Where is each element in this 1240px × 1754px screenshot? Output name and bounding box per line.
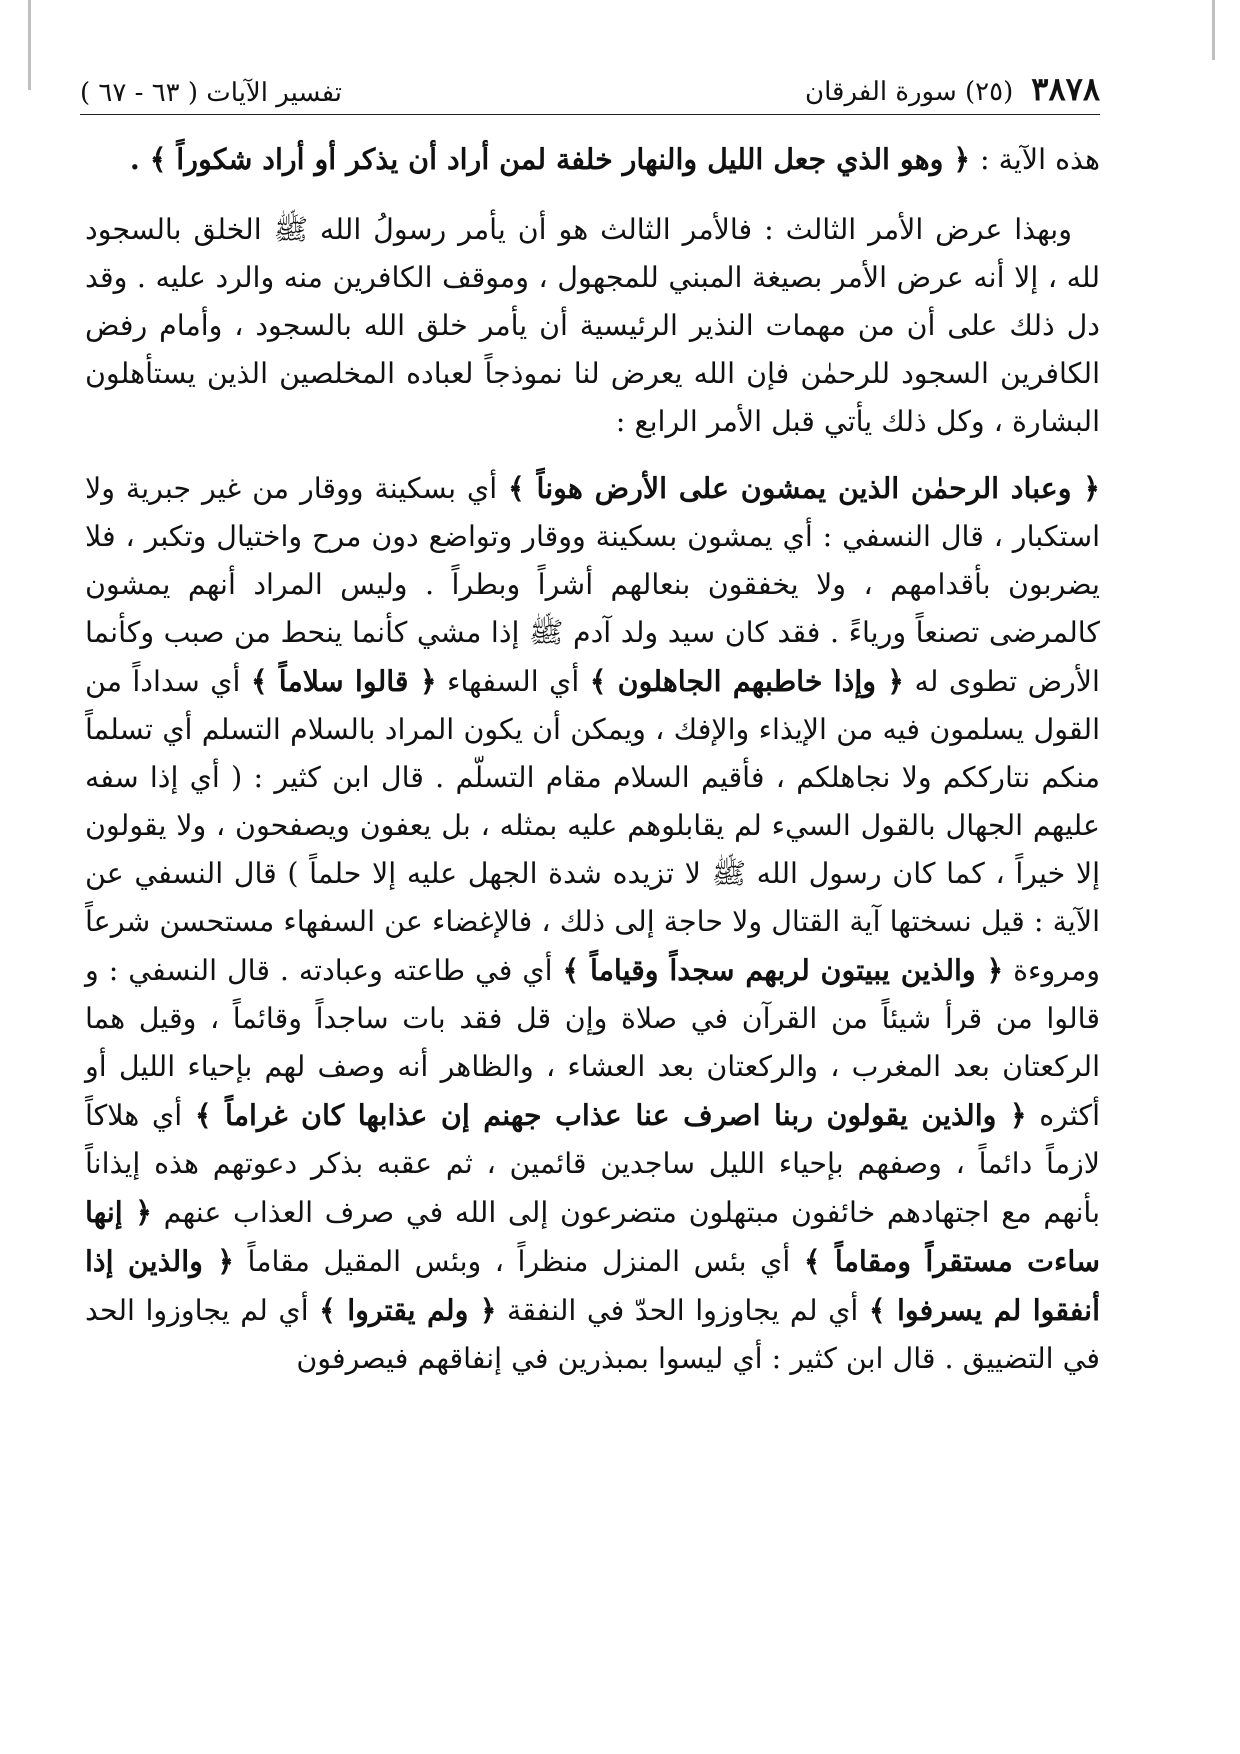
scan-edge-mark-left [28, 0, 31, 90]
verse-quote: ﴿ وهو الذي جعل الليل والنهار خلفة لمن أراد أن يذكر أو أراد شكوراً ﴾ . [129, 142, 971, 176]
verse-quote: ﴿ إنها ساءت مستقراً ومقاماً ﴾ [85, 1195, 1100, 1278]
verse-quote: ﴿ والذين إذا أنفقوا لم يسرفوا ﴾ [85, 1244, 1101, 1327]
verse-quote: ﴿ والذين يقولون ربنا اصرف عنا عذاب جهنم إن عذابها كان غراماً ﴾ [194, 1098, 1027, 1132]
page-number: ٣٨٧٨ [1031, 70, 1100, 108]
commentary-text: أي لم يجاوزوا الحدّ في النفقة [506, 1294, 859, 1327]
header-right [805, 70, 1100, 108]
verse-quote: ﴿ وعباد الرحمٰن الذين يمشون على الأرض هوناً ﴾ [508, 471, 1101, 505]
verse-quote: ﴿ والذين يبيتون لربهم سجداً وقياماً ﴾ [562, 953, 1004, 987]
verses-title: تفسير الآيات ( ٦٣ - ٦٧ ) [80, 78, 343, 108]
surah-title: (٢٥) سورة الفرقان [805, 77, 1014, 107]
third-command-paragraph: وبهذا عرض الأمر الثالث : فالأمر الثالث هو أن يأمر رسولُ الله ﷺ الخلق بالسجود لله ، إلا أنه عرض الأمر بصيغة المبني للمجهول ، وموقف الكافرين منه والرد عليه . وقد دل ذلك على أن من مهمات النذير الرئيسية أن يأمر خلق الله بالسجود ، وأمام رفض الكافرين السجود للرحمٰن فإن الله يعرض لنا نموذجاً لعباده المخلصين الذين يستأهلون البشارة ، وكل ذلك يأتي قبل الأمر الرابع : [85, 213, 1100, 438]
commentary-text: أي بئس المنزل منظراً ، وبئس المقيل مقاماً [247, 1245, 791, 1278]
commentary-text: أي السفهاء [446, 665, 580, 698]
verse-quote: ﴿ قالوا سلاماً ﴾ [250, 664, 437, 698]
commentary-text: أي سداداً من القول يسلمون فيه من الإيذاء والإفك ، ويمكن أن يكون المراد بالسلام التسلم أي تسلماً منكم نتارككم ولا نجاهلكم ، فأقيم السلام مقام التسلّم . قال ابن كثير : ( أي إذا سفه عليهم الجهال بالقول السيء لم يقابلوهم عليه بمثله ، بل يعفون ويصفحون ، ولا يقولون إلا خيراً ، كما كان رسول الله ﷺ لا تزيده شدة الجهل عليه إلا حلماً ) قال النسفي عن الآية : قيل نسختها آية القتال ولا حاجة إلى ذلك ، فالإغضاء عن السفهاء مستحسن شرعاً ومروءة [85, 665, 1100, 987]
intro-lead: هذه الآية : [979, 143, 1100, 176]
verse-quote: ﴿ وإذا خاطبهم الجاهلون ﴾ [589, 664, 905, 698]
scan-edge-mark-right [1212, 0, 1215, 60]
intro-paragraph [85, 135, 1100, 184]
verse-quote: ﴿ ولم يقتروا ﴾ [319, 1293, 497, 1327]
commentary-text: أي لم يجاوزوا الحد في التضييق . قال ابن كثير : أي ليسوا بمبذرين في إنفاقهم فيصرفون [85, 1294, 1100, 1375]
page-header [80, 58, 1100, 115]
page-body [85, 135, 1100, 1383]
commentary-text: أي في طاعته وعبادته . قال النسفي : و قالوا من قرأ شيئاً من القرآن في صلاة وإن قل فقد بات ساجداً وقائماً ، وقيل هما الركعتان بعد المغرب ، والركعتان بعد العشاء ، والظاهر أنه وصف لهم بإحياء الليل أو أكثره [85, 954, 1100, 1132]
commentary-paragraph [85, 464, 1100, 1383]
commentary-text: أي بسكينة ووقار من غير جبرية ولا استكبار ، قال النسفي : أي يمشون بسكينة ووقار وتواضع دون مرح واختيال وتكبر ، فلا يضربون بأقدامهم ، ولا يخفقون بنعالهم أشراً وبطراً . وليس المراد أنهم يمشون كالمرضى تصنعاً ورياءً . فقد كان سيد ولد آدم ﷺ إذا مشي كأنما ينحط من صبب وكأنما الأرض تطوى له [85, 472, 1100, 698]
commentary-text: أي هلاكاً لازماً دائماً ، وصفهم بإحياء الليل ساجدين قائمين ، ثم عقبه بذكر دعوتهم هذه إيذاناً بأنهم مع اجتهادهم خائفون مبتهلون متضرعون إلى الله في صرف العذاب عنهم [85, 1099, 1101, 1229]
